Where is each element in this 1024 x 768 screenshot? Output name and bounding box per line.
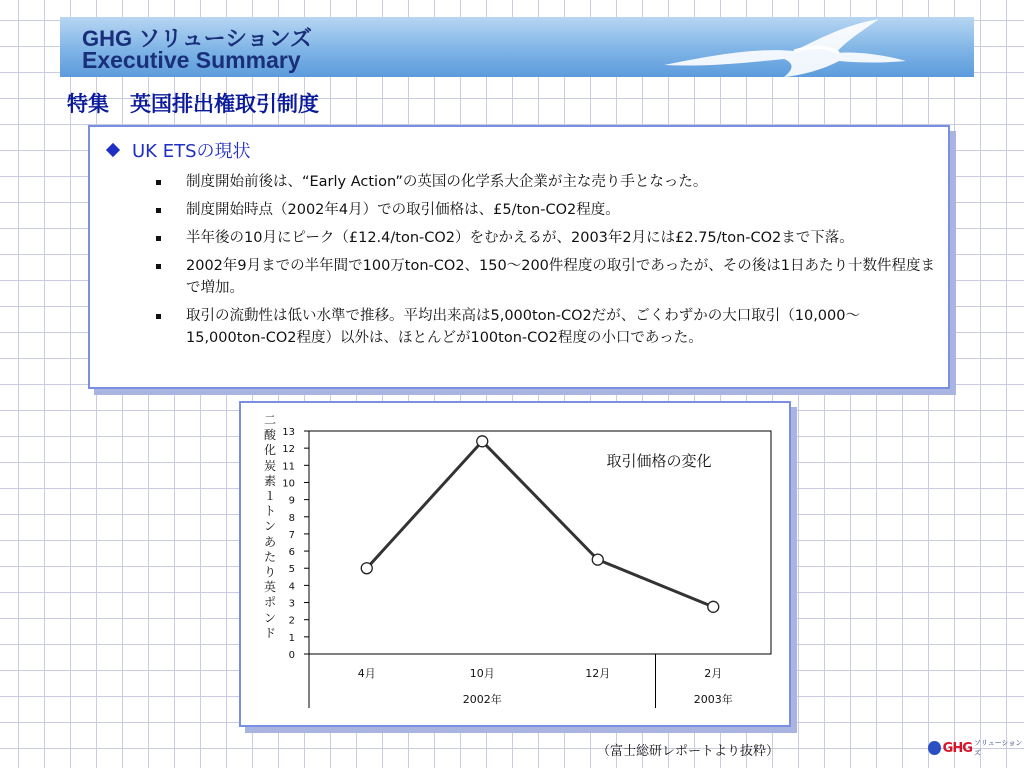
- data-point: [592, 554, 603, 565]
- y-tick-label: 6: [288, 547, 295, 559]
- data-point: [361, 563, 372, 574]
- list-item: [156, 255, 936, 299]
- banner-title-line1: GHG ソリューションズ: [82, 26, 313, 51]
- year-label: 2003年: [693, 693, 733, 706]
- section-heading: [108, 137, 251, 163]
- data-point: [708, 601, 719, 612]
- section-heading-text: UK ETSの現状: [132, 141, 251, 162]
- summary-box: [88, 125, 950, 389]
- y-tick-label: 0: [288, 650, 295, 661]
- y-tick-label: 7: [288, 529, 295, 541]
- square-bullet-icon: [156, 180, 161, 185]
- source-note: （富士総研レポートより抜粋）: [597, 744, 780, 759]
- y-tick-label: 8: [288, 512, 295, 524]
- y-tick-label: 1: [288, 632, 295, 644]
- y-tick-label: 10: [282, 478, 295, 490]
- y-tick-label: 9: [288, 495, 295, 507]
- square-bullet-icon: [156, 236, 161, 241]
- y-tick-label: 13: [282, 427, 295, 438]
- y-tick-label: 4: [288, 581, 295, 593]
- x-tick-label: 10月: [469, 667, 495, 680]
- list-item-text: 制度開始前後は、“Early Action”の英国の化学系大企業が主な売り手となった。: [186, 174, 708, 190]
- page-title: 特集 英国排出権取引制度: [67, 92, 319, 116]
- list-item-text: 2002年9月までの半年間で100万ton-CO2、150～200件程度の取引であったが、その後は1日あたり十数件程度まで増加。: [186, 258, 935, 296]
- data-point: [477, 436, 488, 447]
- footer-logo: [928, 738, 1024, 758]
- banner-title-line2: Executive Summary: [82, 47, 301, 73]
- diamond-bullet-icon: [106, 143, 120, 157]
- chart-y-axis-label: 二酸化炭素１トンあたり英ポンド: [263, 413, 276, 640]
- square-bullet-icon: [156, 314, 161, 319]
- eagle-icon: [644, 17, 974, 77]
- x-tick-label: 4月: [357, 667, 376, 680]
- y-tick-label: 11: [282, 461, 295, 473]
- y-tick-label: 2: [288, 615, 295, 627]
- list-item: [156, 305, 936, 349]
- y-tick-label: 3: [288, 598, 295, 610]
- x-tick-label: 12月: [585, 667, 611, 680]
- header-banner: [60, 17, 974, 77]
- price-line-chart: [241, 403, 789, 725]
- list-item: [156, 199, 936, 221]
- list-item: [156, 171, 936, 193]
- bullet-list: [156, 171, 936, 355]
- chart-box: [239, 401, 791, 727]
- square-bullet-icon: [156, 208, 161, 213]
- year-label: 2002年: [462, 693, 502, 706]
- globe-icon: [928, 741, 941, 755]
- chart-title: 取引価格の変化: [606, 452, 712, 470]
- list-item-text: 制度開始時点（2002年4月）での取引価格は、£5/ton-CO2程度。: [186, 202, 620, 218]
- logo-text: GHG: [942, 740, 972, 756]
- y-tick-label: 12: [282, 444, 295, 456]
- list-item: [156, 227, 936, 249]
- square-bullet-icon: [156, 264, 161, 269]
- list-item-text: 取引の流動性は低い水準で推移。平均出来高は5,000ton-CO2だが、ごくわずかの大口取引（10,000～15,000ton-CO2程度）以外は、ほとんどが100ton-CO2程度の小口であった。: [186, 308, 860, 346]
- y-tick-label: 5: [288, 564, 295, 576]
- x-tick-label: 2月: [704, 667, 723, 680]
- logo-subtext: ソリューションズ: [973, 739, 1023, 757]
- list-item-text: 半年後の10月にピーク（£12.4/ton-CO2）をむかえるが、2003年2月には£2.75/ton-CO2まで下落。: [186, 230, 854, 246]
